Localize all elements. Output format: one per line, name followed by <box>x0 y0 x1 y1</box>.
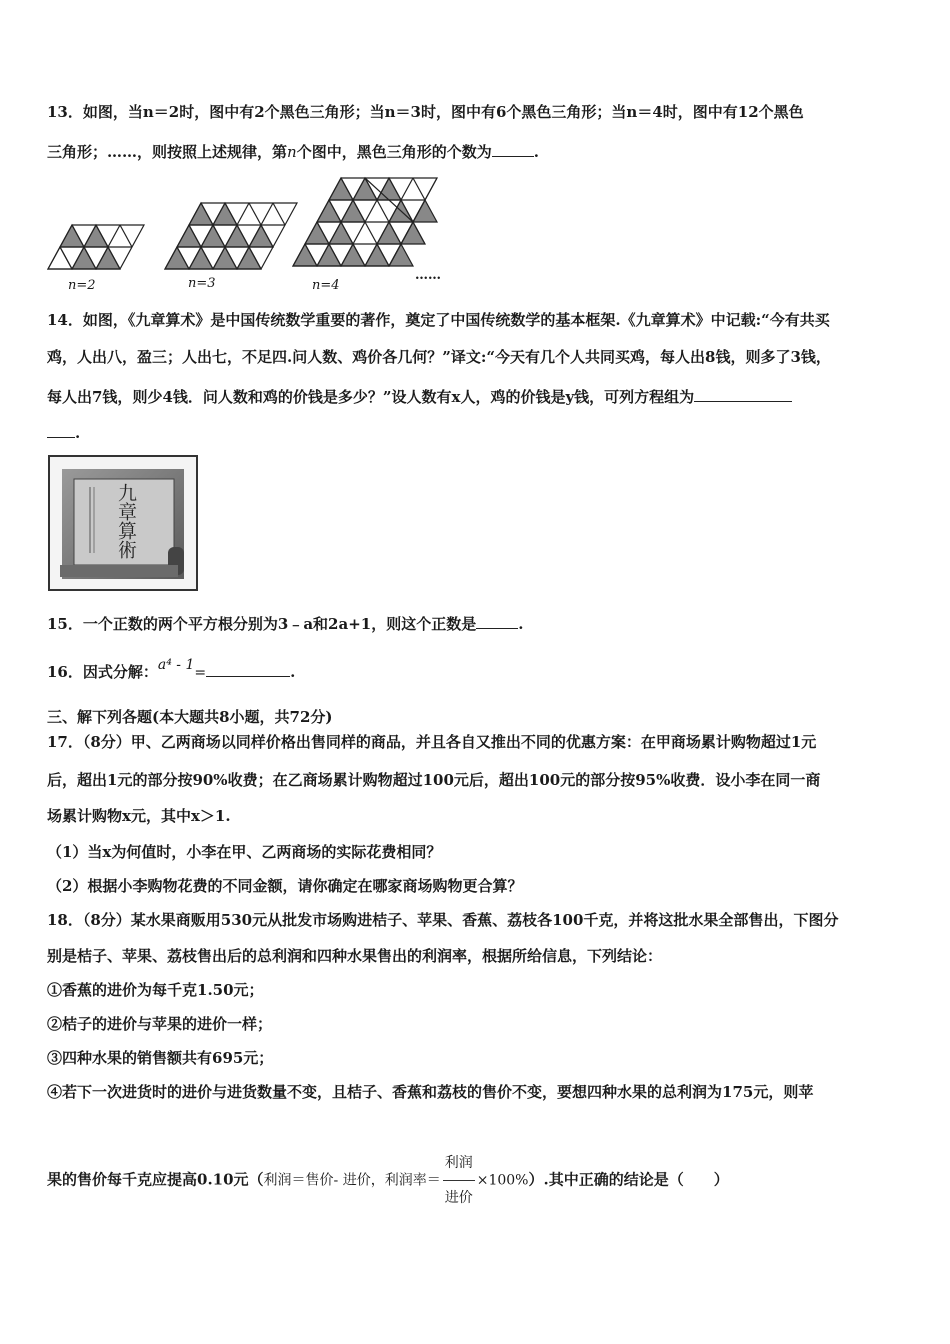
fraction-denominator: 进价 <box>444 1190 473 1206</box>
q15-text: 15．一个正数的两个平方根分别为3﹣a和2a+1，则这个正数是 <box>47 615 477 633</box>
q14-line3-text: 每人出7钱，则少4钱．问人数和鸡的价钱是多少？”设人数有x人，鸡的价钱是y钱，可列方程组为 <box>47 388 695 406</box>
q13-line2-end: . <box>533 143 539 161</box>
q18-item1: ①香蕉的进价为每千克1.50元； <box>47 981 264 999</box>
q15-line <box>47 612 523 634</box>
q15-end: . <box>518 615 524 633</box>
q17-line2: 后，超出1元的部分按90%收费；在乙商场累计购物超过100元后，超出100元的部分按95%收费．设小李在同一商 <box>47 771 821 789</box>
q14-line1: 14．如图，《九章算术》是中国传统数学重要的著作，奠定了中国传统数学的基本框架.《九章算术》中记载:“今有共买 <box>47 311 830 329</box>
q18-item2: ②桔子的进价与苹果的进价一样； <box>47 1015 273 1033</box>
q13-answer-blank[interactable] <box>492 140 534 157</box>
q18-last-line <box>47 1146 729 1215</box>
q16-eq: = <box>194 665 207 681</box>
profit-rate-fraction <box>443 1146 475 1215</box>
q14-line3 <box>47 385 792 407</box>
q17-sub1: （1）当x为何值时，小李在甲、乙两商场的实际花费相同？ <box>47 843 442 861</box>
q18-formula-a: 利润＝售价- 进价，利润率＝ <box>263 1172 441 1189</box>
q17-line3: 场累计购物x元，其中x＞1. <box>47 807 231 825</box>
q16-end: . <box>290 663 296 681</box>
fraction-numerator: 利润 <box>443 1146 475 1181</box>
q17-line1: 17．（8分）甲、乙两商场以同样价格出售同样的商品，并且各自又推出不同的优惠方案：在甲商场累计购物超过1元 <box>47 733 817 751</box>
figure-label-n4: n=4 <box>312 278 340 293</box>
q14-line2: 鸡，人出八，盈三；人出七，不足四.问人数、鸡价各几何？”译文:“今天有几个人共同买鸡，每人出8钱，则多了3钱， <box>47 348 831 366</box>
figure-n3 <box>165 203 297 269</box>
black-triangle <box>84 225 108 247</box>
q14-answer-blank-cont[interactable] <box>47 421 75 438</box>
section3-title: 三、解下列各题(本大题共8小题，共72分) <box>47 708 333 726</box>
figure-label-n3: n=3 <box>188 276 216 291</box>
q14-line4 <box>47 421 80 443</box>
figure-n2 <box>48 225 144 269</box>
q13-line2-a: 三角形；……，则按照上述规律，第 <box>47 143 288 161</box>
black-triangle <box>96 247 120 269</box>
figure-n4 <box>293 178 437 266</box>
jiuzhang-suanshu-photo <box>48 455 198 591</box>
figure-label-n2: n=2 <box>68 278 96 293</box>
figure-ellipsis: …… <box>415 268 441 283</box>
q18-line1: 18．（8分）某水果商贩用530元从批发市场购进桔子、苹果、香蕉、荔枝各100千克，并将这批水果全部售出，下图分 <box>47 911 839 929</box>
q16-text: 16．因式分解： <box>47 663 158 681</box>
book-title-text: 九章算術 <box>115 483 137 559</box>
q14-answer-blank[interactable] <box>694 385 792 402</box>
q18-last-a: 果的售价每千克应提高0.10元（ <box>47 1170 264 1189</box>
q16-line <box>47 657 296 683</box>
q13-line2-n: n <box>287 143 297 161</box>
black-triangle <box>72 247 96 269</box>
black-triangle <box>60 225 84 247</box>
q16-expr: a⁴ - 1 <box>157 657 195 673</box>
q18-line2: 别是桔子、苹果、荔枝售出后的总利润和四种水果售出的利润率，根据所给信息，下列结论： <box>47 947 663 965</box>
q18-item4: ④若下一次进货时的进价与进货数量不变，且桔子、香蕉和荔枝的售价不变，要想四种水果的总利润为175元，则苹 <box>47 1083 814 1101</box>
q13-line2 <box>47 140 539 162</box>
q13-triangle-figures <box>45 172 455 280</box>
q13-line2-b: 个图中，黑色三角形的个数为 <box>296 143 492 161</box>
q15-answer-blank[interactable] <box>476 612 518 629</box>
q18-last-b: ）.其中正确的结论是（ ） <box>528 1170 729 1189</box>
q17-sub2: （2）根据小李购物花费的不同金额，请你确定在哪家商场购物更合算？ <box>47 877 523 895</box>
q14-line4-end: . <box>75 424 81 442</box>
q18-formula-b: ×100% <box>476 1172 529 1189</box>
q18-item3: ③四种水果的销售额共有695元； <box>47 1049 274 1067</box>
q16-answer-blank[interactable] <box>206 660 290 677</box>
q13-line1: 13．如图，当n＝2时，图中有2个黑色三角形；当n＝3时，图中有6个黑色三角形；当n＝4时，图中有12个黑色 <box>47 103 804 121</box>
